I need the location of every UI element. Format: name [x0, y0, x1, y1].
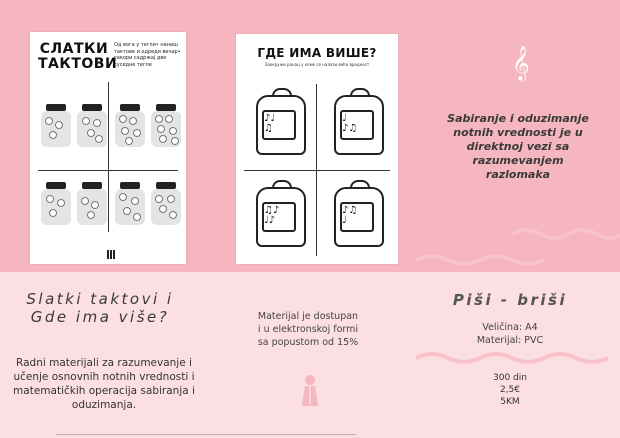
product-title-line2: Gde ima više? — [30, 308, 170, 326]
backpack-icon: ♪♩ ♫ — [254, 88, 306, 154]
material-spec: Materijal: PVC — [476, 335, 544, 346]
availability-line2: i u elektronskoj formi — [257, 324, 359, 335]
wave-decoration — [416, 252, 546, 268]
grid-divider-horizontal — [38, 170, 178, 171]
jar-icon — [150, 182, 182, 226]
worksheet-instructions: Од вога у тегли• наниш тактове и одреди вечар• сакори садржај две суседне тегле — [114, 42, 181, 68]
worksheet-title — [38, 41, 118, 72]
availability-line3: sa popustom od 15% — [257, 337, 359, 348]
wave-decoration — [416, 350, 616, 366]
jar-icon — [76, 182, 108, 226]
product-description: Radni materijali za razumevanje i učenje osnovnih notnih vrednosti i matematičkih operacija sabiranja i oduzimanja. — [13, 357, 195, 411]
grid-divider-vertical — [108, 82, 109, 232]
worksheet-subtitle: Заокружи ранац у коме се налази већа вредност — [264, 62, 370, 67]
jar-icon — [76, 104, 108, 148]
worksheet-title-line1: СЛАТКИ — [39, 41, 109, 57]
divider-line — [56, 434, 356, 435]
product-type-title: Piši - briši — [452, 291, 568, 309]
size-spec: Veličina: A4 — [482, 322, 538, 333]
price-km: 5KM — [500, 397, 520, 407]
backpack-icon: ♫♪ ♩♪ — [254, 180, 306, 246]
backpack-icon: ♪♫ ♩ — [332, 180, 384, 246]
treble-clef-icon: 𝄞 — [512, 46, 530, 81]
product-title — [0, 290, 200, 326]
worksheet-title: ГДЕ ИМА ВИШЕ? — [257, 46, 377, 60]
top-right-text: Sabiranje i oduzimanje notnih vrednosti je u direktnoj vezi sa razumevanjem razlomaka — [447, 112, 589, 181]
worksheet-slatki-taktovi — [30, 32, 186, 264]
qr-code-icon — [107, 250, 116, 259]
product-title-line1: Slatki taktovi i — [26, 290, 174, 308]
grid-divider-horizontal — [244, 170, 390, 171]
jar-icon — [150, 104, 182, 148]
price-din: 300 din — [493, 373, 527, 383]
jar-icon — [114, 182, 146, 226]
worksheet-title-line2: ТАКТОВИ — [38, 56, 118, 72]
worksheet-gde-ima-vise — [236, 34, 398, 264]
product-specs — [430, 321, 590, 347]
wave-decoration — [512, 226, 620, 242]
brand-logo-icon — [297, 372, 323, 408]
price-eur: 2,5€ — [499, 385, 521, 395]
jar-icon — [40, 182, 72, 226]
jar-icon — [114, 104, 146, 148]
jar-icon — [40, 104, 72, 148]
availability-note — [238, 310, 378, 349]
availability-line1: Materijal je dostupan — [257, 311, 359, 322]
backpack-icon: ♩ ♪♫ — [332, 88, 384, 154]
price-list — [450, 372, 570, 408]
